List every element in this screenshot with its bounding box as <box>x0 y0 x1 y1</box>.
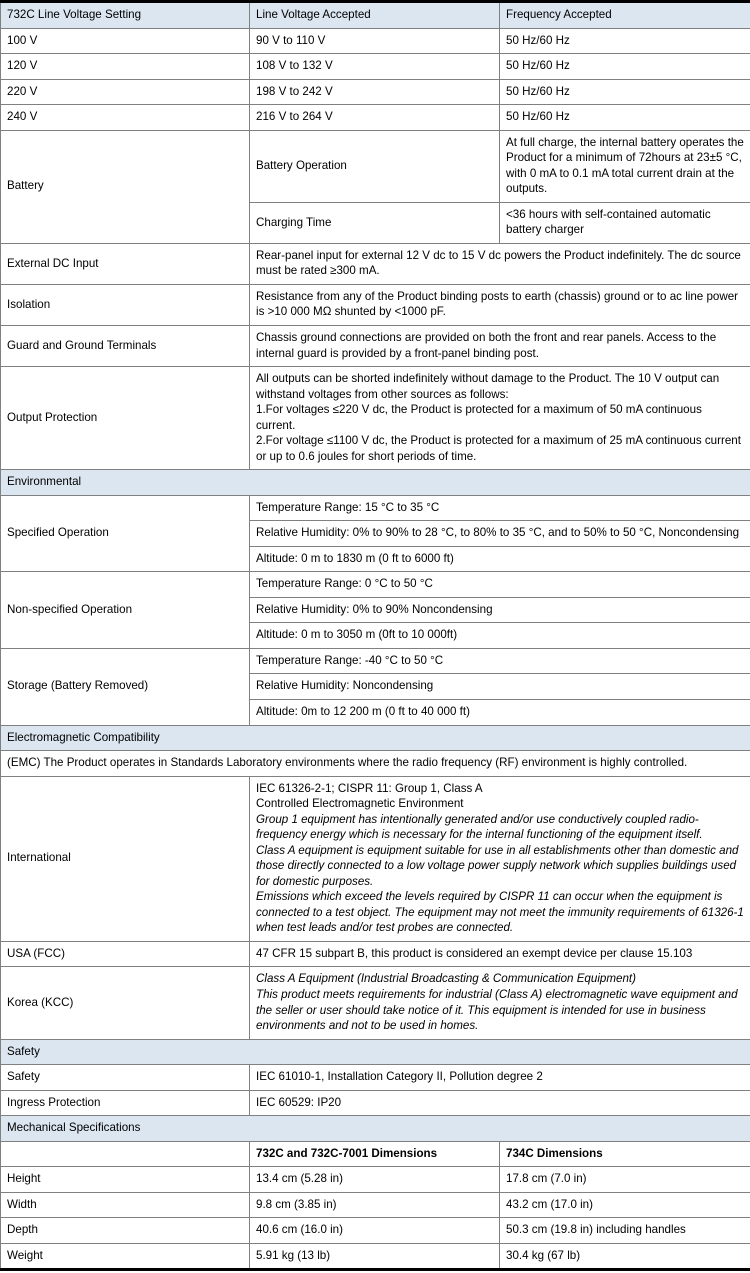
row-label-international: International <box>1 776 250 941</box>
weight-732c: 5.91 kg (13 lb) <box>250 1243 500 1270</box>
row-label-height: Height <box>1 1167 250 1193</box>
depth-734c: 50.3 cm (19.8 in) including handles <box>500 1218 750 1244</box>
korea-kcc-value <box>250 967 750 1039</box>
table-row <box>1 54 750 80</box>
table-row <box>1 495 750 521</box>
international-value <box>250 776 750 941</box>
depth-732c: 40.6 cm (16.0 in) <box>250 1218 500 1244</box>
row-label-non-specified-operation: Non-specified Operation <box>1 572 250 649</box>
table-row-battery-operation <box>1 130 750 202</box>
table-row-korea-kcc <box>1 967 750 1039</box>
storage-temperature: Temperature Range: -40 °C to 50 °C <box>250 648 750 674</box>
table-row-international <box>1 776 750 941</box>
table-row <box>1 79 750 105</box>
table-row-output-protection <box>1 367 750 470</box>
height-732c: 13.4 cm (5.28 in) <box>250 1167 500 1193</box>
storage-altitude: Altitude: 0m to 12 200 m (0 ft to 40 000 ft) <box>250 700 750 726</box>
width-734c: 43.2 cm (17.0 in) <box>500 1192 750 1218</box>
table-row <box>1 1167 750 1193</box>
mechanical-column-header-blank <box>1 1141 250 1167</box>
column-header-line-voltage-accepted: Line Voltage Accepted <box>250 2 500 29</box>
row-label-output-protection: Output Protection <box>1 367 250 470</box>
table-row-ingress-protection <box>1 1090 750 1116</box>
table-row <box>1 572 750 598</box>
line-voltage-accepted: 216 V to 264 V <box>250 105 500 131</box>
table-row <box>1 1192 750 1218</box>
mechanical-header-row <box>1 1141 750 1167</box>
external-dc-input-value: Rear-panel input for external 12 V dc to 15 V dc powers the Product indefinitely. The dc source must be rated ≥300 mA. <box>250 243 750 284</box>
isolation-value: Resistance from any of the Product binding posts to earth (chassis) ground or to ac line power is >10 000 MΩ shunted by <1000 pF. <box>250 284 750 325</box>
row-label-external-dc-input: External DC Input <box>1 243 250 284</box>
international-note-2: Class A equipment is equipment suitable for use in all establishments other than domestic and those directly connected to a low voltage power supply network which supplies buildings used for domestic purposes. <box>256 843 739 888</box>
table-row <box>1 648 750 674</box>
height-734c: 17.8 cm (7.0 in) <box>500 1167 750 1193</box>
mechanical-column-header-732c: 732C and 732C-7001 Dimensions <box>250 1141 500 1167</box>
battery-operation-value: At full charge, the internal battery operates the Product for a minimum of 72hours at 23±5 °C, with 0 mA to 0.1 mA total current drain at the outputs. <box>500 130 750 202</box>
line-voltage-setting: 220 V <box>1 79 250 105</box>
output-protection-value <box>250 367 750 470</box>
international-line-2: Controlled Electromagnetic Environment <box>256 797 464 811</box>
table-row-external-dc-input <box>1 243 750 284</box>
row-label-korea-kcc: Korea (KCC) <box>1 967 250 1039</box>
section-header-row-safety <box>1 1039 750 1065</box>
table-header-row <box>1 2 750 29</box>
frequency-accepted: 50 Hz/60 Hz <box>500 54 750 80</box>
line-voltage-setting: 120 V <box>1 54 250 80</box>
non-specified-operation-humidity: Relative Humidity: 0% to 90% Noncondensing <box>250 597 750 623</box>
korea-kcc-line-2: This product meets requirements for industrial (Class A) electromagnetic wave equipment and the seller or user should take notice of it. This equipment is intended for use in business environments and not to be used in homes. <box>256 987 738 1033</box>
specified-operation-altitude: Altitude: 0 m to 1830 m (0 ft to 6000 ft) <box>250 546 750 572</box>
international-note-3: Emissions which exceed the levels required by CISPR 11 can occur when the equipment is connected to a test object. The equipment may not meet the immunity requirements of 61326-1 when test leads and/or test probes are connected. <box>256 890 744 935</box>
battery-operation-label: Battery Operation <box>250 130 500 202</box>
line-voltage-setting: 100 V <box>1 28 250 54</box>
line-voltage-setting: 240 V <box>1 105 250 131</box>
column-header-frequency-accepted: Frequency Accepted <box>500 2 750 29</box>
row-label-storage: Storage (Battery Removed) <box>1 648 250 725</box>
ingress-protection-value: IEC 60529: IP20 <box>250 1090 750 1116</box>
line-voltage-accepted: 90 V to 110 V <box>250 28 500 54</box>
row-label-usa-fcc: USA (FCC) <box>1 941 250 967</box>
frequency-accepted: 50 Hz/60 Hz <box>500 28 750 54</box>
section-title-safety: Safety <box>1 1039 750 1065</box>
table-row-emc-intro <box>1 751 750 777</box>
emc-intro-text: (EMC) The Product operates in Standards Laboratory environments where the radio frequency (RF) environment is highly controlled. <box>1 751 750 777</box>
international-line-1: IEC 61326-2-1; CISPR 11: Group 1, Class A <box>256 781 483 795</box>
row-label-ingress-protection: Ingress Protection <box>1 1090 250 1116</box>
weight-734c: 30.4 kg (67 lb) <box>500 1243 750 1270</box>
row-label-specified-operation: Specified Operation <box>1 495 250 572</box>
section-header-row-environmental <box>1 470 750 496</box>
specified-operation-humidity: Relative Humidity: 0% to 90% to 28 °C, to 80% to 35 °C, and to 50% to 50 °C, Noncondensing <box>250 521 750 547</box>
table-row <box>1 1218 750 1244</box>
frequency-accepted: 50 Hz/60 Hz <box>500 79 750 105</box>
section-title-electromagnetic-compatibility: Electromagnetic Compatibility <box>1 725 750 751</box>
row-label-guard-and-ground-terminals: Guard and Ground Terminals <box>1 325 250 366</box>
section-title-environmental: Environmental <box>1 470 750 496</box>
storage-humidity: Relative Humidity: Noncondensing <box>250 674 750 700</box>
output-protection-line-2: 1.For voltages ≤220 V dc, the Product is protected for a maximum of 50 mA continuous current. <box>256 403 702 432</box>
usa-fcc-value: 47 CFR 15 subpart B, this product is considered an exempt device per clause 15.103 <box>250 941 750 967</box>
safety-value: IEC 61010-1, Installation Category II, Pollution degree 2 <box>250 1065 750 1091</box>
korea-kcc-line-1: Class A Equipment (Industrial Broadcasting & Communication Equipment) <box>256 972 636 986</box>
output-protection-line-1: All outputs can be shorted indefinitely without damage to the Product. The 10 V output can withstand voltages from other sources as follows: <box>256 372 720 401</box>
frequency-accepted: 50 Hz/60 Hz <box>500 105 750 131</box>
row-label-width: Width <box>1 1192 250 1218</box>
width-732c: 9.8 cm (3.85 in) <box>250 1192 500 1218</box>
section-title-mechanical-specifications: Mechanical Specifications <box>1 1116 750 1142</box>
table-row-usa-fcc <box>1 941 750 967</box>
line-voltage-accepted: 198 V to 242 V <box>250 79 500 105</box>
row-label-weight: Weight <box>1 1243 250 1270</box>
table-row <box>1 105 750 131</box>
table-row-safety <box>1 1065 750 1091</box>
table-row-isolation <box>1 284 750 325</box>
guard-and-ground-terminals-value: Chassis ground connections are provided on both the front and rear panels. Access to the internal guard is provided by a front-panel binding post. <box>250 325 750 366</box>
row-label-safety: Safety <box>1 1065 250 1091</box>
table-row <box>1 28 750 54</box>
specified-operation-temperature: Temperature Range: 15 °C to 35 °C <box>250 495 750 521</box>
row-label-battery: Battery <box>1 130 250 243</box>
section-header-row-mechanical <box>1 1116 750 1142</box>
table-row-guard-and-ground-terminals <box>1 325 750 366</box>
row-label-isolation: Isolation <box>1 284 250 325</box>
section-header-row-emc <box>1 725 750 751</box>
charging-time-label: Charging Time <box>250 202 500 243</box>
row-label-depth: Depth <box>1 1218 250 1244</box>
international-note-1: Group 1 equipment has intentionally generated and/or use conductively coupled radio-frequency energy which is necessary for the internal functioning of the equipment itself. <box>256 812 703 842</box>
output-protection-line-3: 2.For voltage ≤1100 V dc, the Product is protected for a maximum of 25 mA continuous current or up to 0.6 joules for short periods of time. <box>256 434 741 463</box>
charging-time-value: <36 hours with self-contained automatic battery charger <box>500 202 750 243</box>
mechanical-column-header-734c: 734C Dimensions <box>500 1141 750 1167</box>
column-header-line-voltage-setting: 732C Line Voltage Setting <box>1 2 250 29</box>
line-voltage-accepted: 108 V to 132 V <box>250 54 500 80</box>
non-specified-operation-altitude: Altitude: 0 m to 3050 m (0ft to 10 000ft) <box>250 623 750 649</box>
non-specified-operation-temperature: Temperature Range: 0 °C to 50 °C <box>250 572 750 598</box>
table-row <box>1 1243 750 1270</box>
